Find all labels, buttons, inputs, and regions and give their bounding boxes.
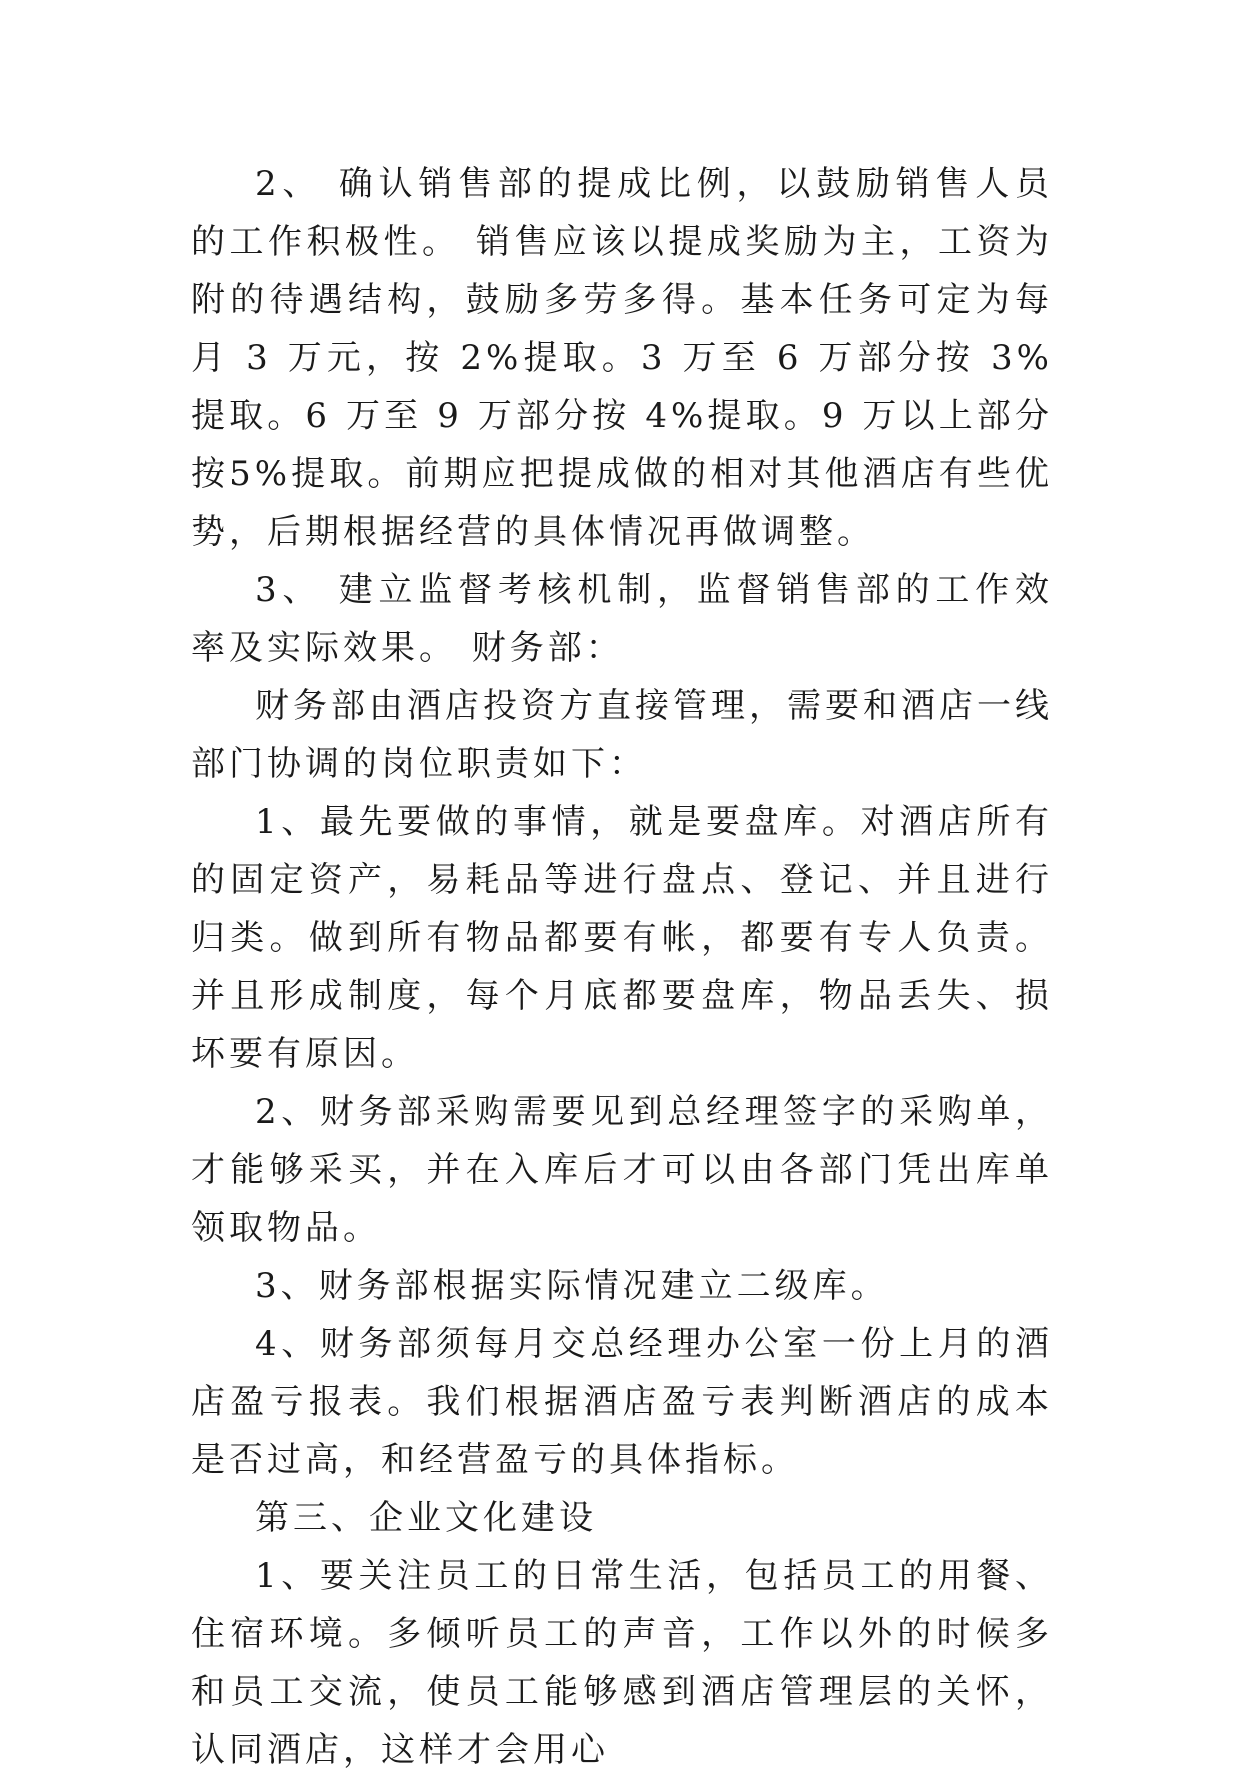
paragraph-inventory: 1、最先要做的事情，就是要盘库。对酒店所有的固定资产，易耗品等进行盘点、登记、并且进行归类。做到所有物品都要有帐，都要有专人负责。并且形成制度，每个月底都要盘库，物品丢失、损坏要有原因。 [191, 802, 1053, 1074]
paragraph-supervision: 3、 建立监督考核机制，监督销售部的工作效率及实际效果。 财务部： [191, 570, 1053, 668]
paragraph-finance-intro: 财务部由酒店投资方直接管理，需要和酒店一线部门协调的岗位职责如下： [191, 686, 1053, 784]
paragraph-secondary-warehouse: 3、财务部根据实际情况建立二级库。 [255, 1266, 889, 1306]
paragraph-purchasing: 2、财务部采购需要见到总经理签字的采购单，才能够采买，并在入库后才可以由各部门凭出库单领取物品。 [191, 1092, 1053, 1248]
document-body [191, 155, 1053, 1779]
paragraph-employee-care: 1、要关注员工的日常生活，包括员工的用餐、住宿环境。多倾听员工的声音，工作以外的时候多和员工交流，使员工能够感到酒店管理层的关怀，认同酒店，这样才会用心 [191, 1556, 1053, 1770]
paragraph-profit-report: 4、财务部须每月交总经理办公室一份上月的酒店盈亏报表。我们根据酒店盈亏表判断酒店的成本是否过高，和经营盈亏的具体指标。 [191, 1324, 1053, 1480]
section-heading-culture: 第三、企业文化建设 [255, 1498, 597, 1538]
paragraph-sales-commission: 2、 确认销售部的提成比例，以鼓励销售人员的工作积极性。 销售应该以提成奖励为主，工资为附的待遇结构，鼓励多劳多得。基本任务可定为每月 3 万元，按 2%提取。3 万至 6 万部分按 3%提取。6 万至 9 万部分按 4%提取。9 万以上部分按5%提取。前期应把提成做的相对其他酒店有些优势，后期根据经营的具体情况再做调整。 [191, 164, 1053, 552]
